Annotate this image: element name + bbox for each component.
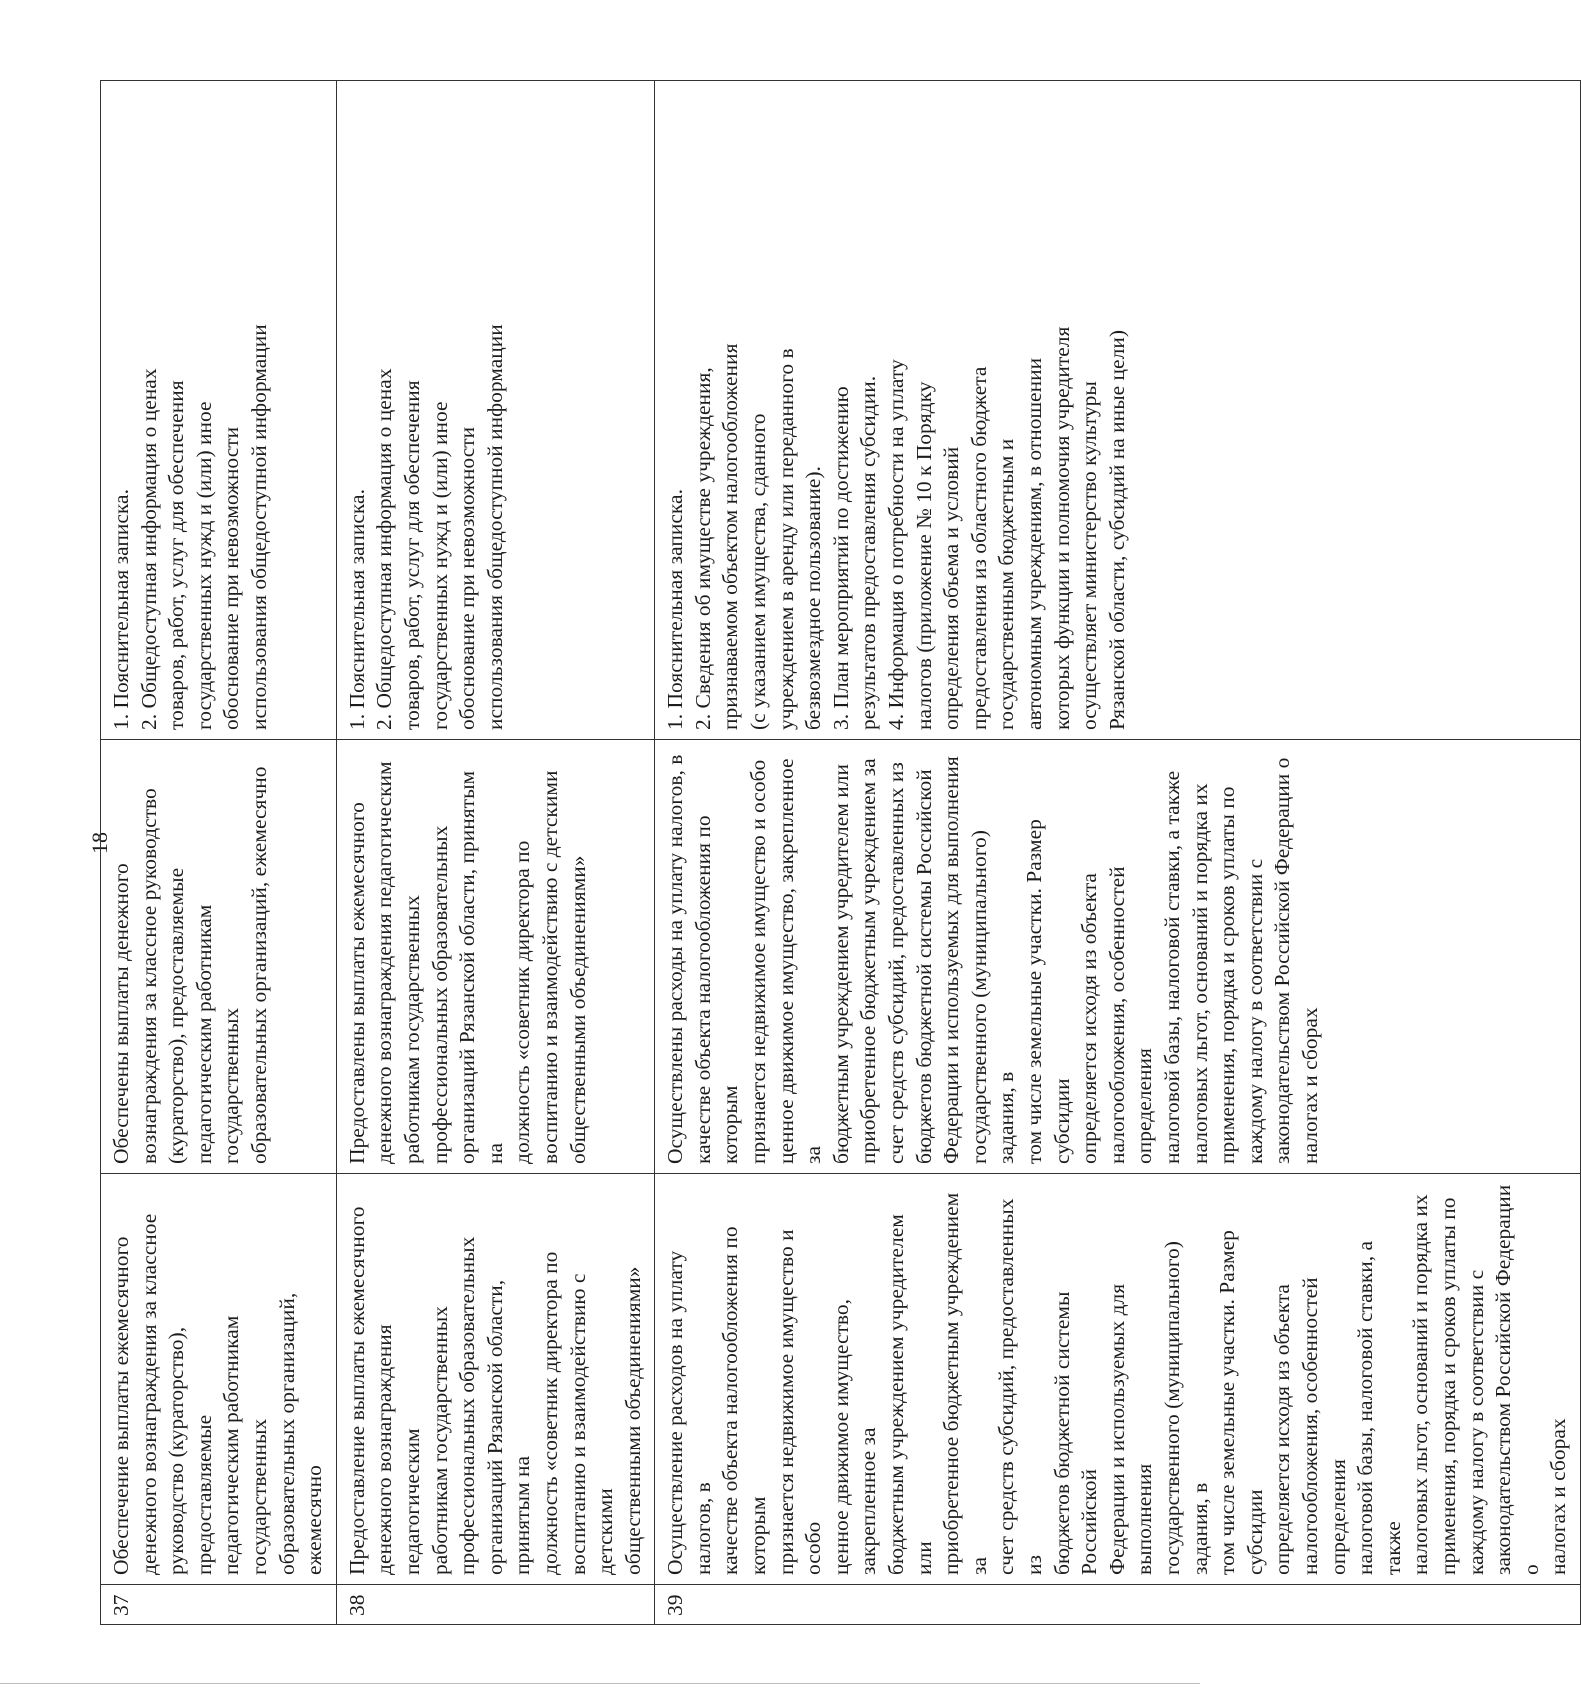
subsidy-table xyxy=(100,80,1581,1625)
row-number: 38 xyxy=(336,1585,655,1625)
table-row xyxy=(101,81,337,1625)
result-text: Осуществлены расходы на уплату налогов, в качестве объекта налогообложения по которым признается недвижимое имущество и особо ценное движимое имущество, закрепленное за бюджетным учреждением учредителем или приобретенное бюджетным учреждением за счет средств субсидий, предоставленных из бюджетов бюджетной системы Российской Федерации и используемых для выполнения государственного (муниципального) задания, в том числе земельные участки. Размер субсидии определяется исходя из объекта налогообложения, особенностей определения налоговой базы, налоговой ставки, а также налоговых льгот, оснований и порядка их применения, порядка и сроков уплаты по каждому налогу в соответствии с законодательством Российской Федерации о налогах и сборах xyxy=(663,754,1322,1164)
measure-text: Осуществление расходов на уплату налогов, в качестве объекта налогообложения по которым признается недвижимое имущество и особо ценное движимое имущество, закрепленное за бюджетным учреждением учредителем или приобретенное бюджетным учреждением за счет средств субсидий, предоставленных из бюджетов бюджетной системы Российской Федерации и используемых для выполнения государственного (муниципального) задания, в том числе земельные участки. Размер субсидии определяется исходя из объекта налогообложения, особенностей определения налоговой базы, налоговой ставки, а также налоговых льгот, оснований и порядка их применения, порядка и сроков уплаты по каждому налогу в соответствии с законодательством Российской Федерации о налогах и сборах xyxy=(663,1184,1571,1575)
measure-cell xyxy=(655,1174,1581,1585)
result-cell xyxy=(655,740,1581,1174)
scan-edge-divider xyxy=(0,1683,1200,1684)
result-cell xyxy=(336,740,655,1174)
measure-text: Обеспечение выплаты ежемесячного денежного вознаграждения за классное руководство (кураторство), предоставляемые педагогическим работникам государственных образовательных организаций, ежемесячно xyxy=(109,1213,327,1575)
row-number: 39 xyxy=(655,1585,1581,1625)
documents-text: 1. Пояснительная записка. 2. Общедоступная информация о ценах товаров, работ, услуг для обеспечения государственных нужд и (или) иное обоснование при невозможности использования общедоступной информации xyxy=(109,324,271,730)
result-text: Обеспечены выплаты денежного вознаграждения за классное руководство (кураторство), предоставляемые педагогическим работникам государственных образовательных организаций, ежемесячно xyxy=(109,766,271,1164)
documents-cell xyxy=(655,81,1581,740)
documents-cell xyxy=(336,81,655,740)
documents-text: 1. Пояснительная записка. 2. Общедоступная информация о ценах товаров, работ, услуг для обеспечения государственных нужд и (или) иное обоснование при невозможности использования общедоступной информации xyxy=(344,324,507,730)
table-row xyxy=(336,81,655,1625)
table-row xyxy=(655,81,1581,1625)
documents-cell xyxy=(101,81,337,740)
measure-cell xyxy=(101,1174,337,1585)
page-number: 18 xyxy=(87,832,112,854)
row-number: 37 xyxy=(101,1585,337,1625)
documents-text: 1. Пояснительная записка. 2. Сведения об имуществе учреждения, признаваемом объектом налогообложения (с указанием имущества, сданного учреждением в аренду или переданного в безвозмездное пользование). 3. План мероприятий по достижению результатов предоставления субсидии. 4. Информация о потребности на уплату налогов (приложение № 10 к Порядку определения объема и условий предоставления из областного бюджета государственным бюджетным и автономным учреждениям, в отношении которых функции и полномочия учредителя осуществляет министерство культуры Рязанской области, субсидий на иные цели) xyxy=(663,326,1129,730)
rotated-table-wrapper xyxy=(100,80,1571,1625)
result-cell xyxy=(101,740,337,1174)
measure-cell xyxy=(336,1174,655,1585)
result-text: Предоставлены выплаты ежемесячного денежного вознаграждения педагогическим работникам государственных профессиональных образовательных организаций Рязанской области, принятым на должность «советник директора по воспитанию и взаимодействию с детскими общественными объединениями» xyxy=(344,761,590,1164)
measure-text: Предоставление выплаты ежемесячного денежного вознаграждения педагогическим работникам государственных профессиональных образовательных организаций Рязанской области, принятым на должность «советник директора по воспитанию и взаимодействию с детскими общественными объединениями» xyxy=(344,1206,645,1575)
